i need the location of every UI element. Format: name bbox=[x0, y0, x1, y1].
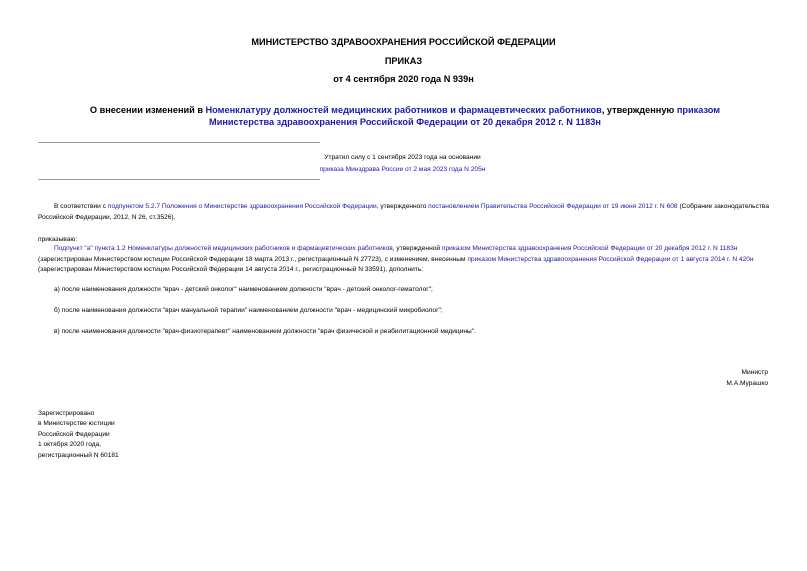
document-date-number: от 4 сентября 2020 года N 939н bbox=[333, 74, 474, 84]
link-government-decree-608[interactable]: постановлением Правительства Российской Федерации от 19 июня 2012 г. N 608 bbox=[428, 203, 678, 210]
status-note-link[interactable]: приказа Минздрава России от 2 мая 2023 года N 205н bbox=[319, 166, 486, 173]
link-order-420n[interactable]: приказом Министерства здравоохранения Российской Федерации от 1 августа 2014 г. N 420н bbox=[467, 255, 754, 263]
preamble-text-1: В соответствии с bbox=[54, 203, 108, 210]
link-subparagraph-a[interactable]: Подпункт "а" пункта 1.2 Номенклатуры должностей медицинских работников и фармацевтических работников bbox=[54, 245, 393, 252]
signature-name: М.А.Мурашко bbox=[726, 379, 768, 387]
item-a: а) после наименования должности "врач - детский онколог" наименованием должности "врач - детский онколог-гематолог"; bbox=[54, 286, 433, 293]
signature-block bbox=[600, 368, 768, 389]
link-order-1183n[interactable]: приказом Министерства здравоохранения Российской Федерации от 20 декабря 2012 г. N 1183н bbox=[441, 245, 738, 252]
ministry-heading: МИНИСТЕРСТВО ЗДРАВООХРАНЕНИЯ РОССИЙСКОЙ ФЕДЕРАЦИИ bbox=[251, 37, 556, 47]
amendment-paragraph bbox=[38, 244, 769, 276]
link-regulation-5-2-7[interactable]: подпунктом 5.2.7 Положения о Министерстве здравоохранения Российской Федерации bbox=[107, 203, 377, 210]
divider-bottom bbox=[38, 179, 320, 180]
title-text-2: , утвержденную bbox=[601, 105, 677, 115]
orders-label: приказываю: bbox=[38, 236, 78, 243]
registration-block bbox=[38, 409, 238, 461]
document-type: ПРИКАЗ bbox=[384, 56, 423, 66]
registration-line: 1 октября 2020 года, bbox=[38, 441, 102, 449]
registration-line: регистрационный N 60181 bbox=[38, 451, 119, 459]
title-text-1: О внесении изменений в bbox=[89, 105, 206, 115]
document-title bbox=[60, 104, 750, 128]
signature-position: Министр bbox=[741, 369, 768, 376]
amendment-text-2: (зарегистрирован Министерством юстиции Российской Федерации 18 марта 2013 г., регистрационный N 27723), с изменением, внесенным bbox=[38, 255, 468, 263]
preamble-paragraph bbox=[38, 202, 769, 223]
divider-top bbox=[38, 142, 320, 143]
preamble-text-3: (Собрание законодательства Российской Федерации, 2012, N 26, ст.3526), bbox=[38, 203, 770, 221]
amendment-text-3: (зарегистрирован Министерством юстиции Российской Федерации 14 августа 2014 г., регистрационный N 33591), дополнить: bbox=[38, 266, 424, 273]
registration-line: Российской Федерации bbox=[38, 430, 110, 438]
title-link-nomenclature[interactable]: Номенклатуру должностей медицинских работников и фармацевтических работников bbox=[205, 105, 602, 115]
title-link-order-1183n[interactable]: приказом Министерства здравоохранения Российской Федерации от 20 декабря 2012 г. N 1183н bbox=[209, 105, 721, 127]
preamble-text-2: , утвержденного bbox=[376, 203, 429, 210]
status-note-text: Утратил силу с 1 сентября 2023 года на основании bbox=[324, 154, 481, 161]
amendment-text-1: , утвержденной bbox=[392, 245, 442, 252]
status-note bbox=[230, 152, 575, 176]
item-b: б) после наименования должности "врач мануальной терапии" наименованием должности "врач - медицинский микробиолог"; bbox=[54, 307, 443, 314]
registration-line: Зарегистрировано bbox=[38, 410, 95, 417]
item-c: в) после наименования должности "врач-физиотерапевт" наименованием должности "врач физической и реабилитационной медицины". bbox=[54, 328, 476, 335]
registration-line: в Министерстве юстиции bbox=[38, 420, 115, 428]
